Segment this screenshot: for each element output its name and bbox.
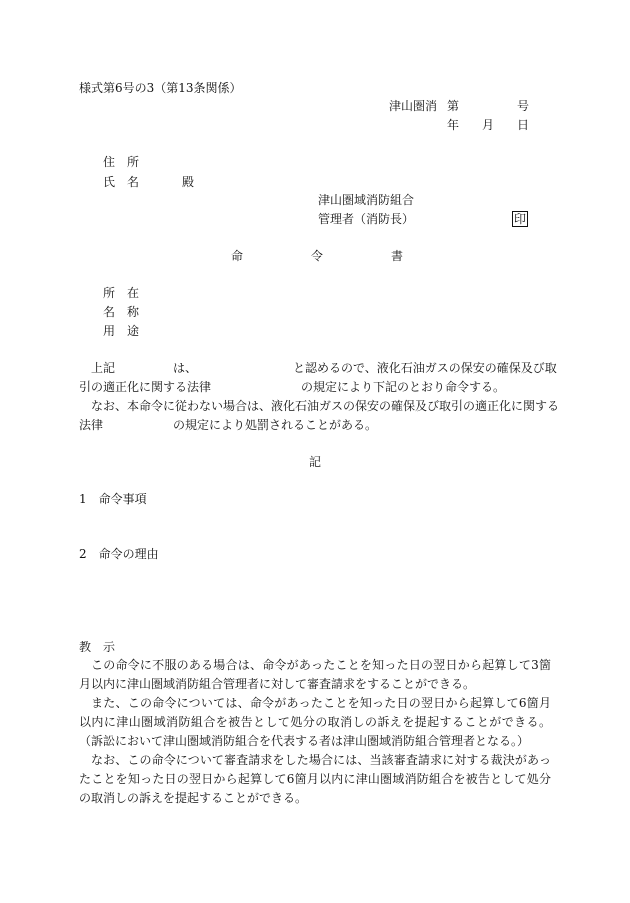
date-year: 年	[447, 118, 460, 132]
instruction-body	[79, 656, 551, 808]
use-label: 用 途	[103, 324, 140, 338]
body-line1-a: 上記	[91, 361, 116, 375]
item-order-reason: 2 命令の理由	[79, 547, 159, 561]
seal-mark	[512, 211, 528, 227]
seal-text: 印	[514, 212, 527, 226]
form-number: 様式第6号の3（第13条関係）	[79, 81, 242, 95]
body-line2-a: 引の適正化に関する法律	[79, 380, 212, 394]
location-label: 所 在	[103, 286, 140, 300]
body-line3: なお、本命令に従わない場合は、液化石油ガスの保安の確保及び取引の適正化に関する	[91, 399, 560, 413]
body-line4-b: の規定により処罰されることがある。	[173, 418, 378, 432]
title-char-1: 命	[231, 249, 244, 263]
name-label: 氏 名	[103, 175, 140, 189]
sender-organization: 津山圏域消防組合	[318, 193, 415, 207]
number-go: 号	[517, 99, 530, 113]
instruction-heading: 教 示	[79, 640, 116, 654]
number-dai: 第	[447, 99, 460, 113]
title-char-3: 書	[391, 249, 404, 263]
body-line1-c: と認めるので、液化石油ガスの保安の確保及び取	[293, 361, 557, 375]
body-line2-b: の規定により下記のとおり命令する。	[301, 380, 506, 394]
target-name-label: 名 称	[103, 305, 140, 319]
title-char-2: 令	[311, 249, 324, 263]
ki-heading: 記	[309, 455, 322, 469]
instruction-paragraph-3: なお、この命令について審査請求をした場合には、当該審査請求に対する裁決があったことを知った日の翌日から起算して6箇月以内に津山圏域消防組合を被告として処分の取消しの訴えを提起することができる。	[79, 753, 551, 805]
honorific: 殿	[182, 175, 195, 189]
address-label: 住 所	[103, 155, 140, 169]
issuer-prefix: 津山圏消	[389, 99, 438, 113]
instruction-paragraph-2: また、この命令については、命令があったことを知った日の翌日から起算して6箇月以内に津山圏域消防組合を被告として処分の取消しの訴えを提起することができる。（訴訟において津山圏域消防組合を代表する者は津山圏域消防組合管理者となる。）	[79, 696, 551, 748]
body-line4-a: 法律	[79, 418, 104, 432]
date-day: 日	[517, 118, 530, 132]
instruction-paragraph-1: この命令に不服のある場合は、命令があったことを知った日の翌日から起算して3箇月以内に津山圏域消防組合管理者に対して審査請求をすることができる。	[79, 658, 551, 691]
sender-title: 管理者（消防長）	[318, 212, 415, 226]
body-line1-b: は、	[173, 361, 198, 375]
date-month: 月	[482, 118, 495, 132]
item-order-matters: 1 命令事項	[79, 492, 147, 506]
